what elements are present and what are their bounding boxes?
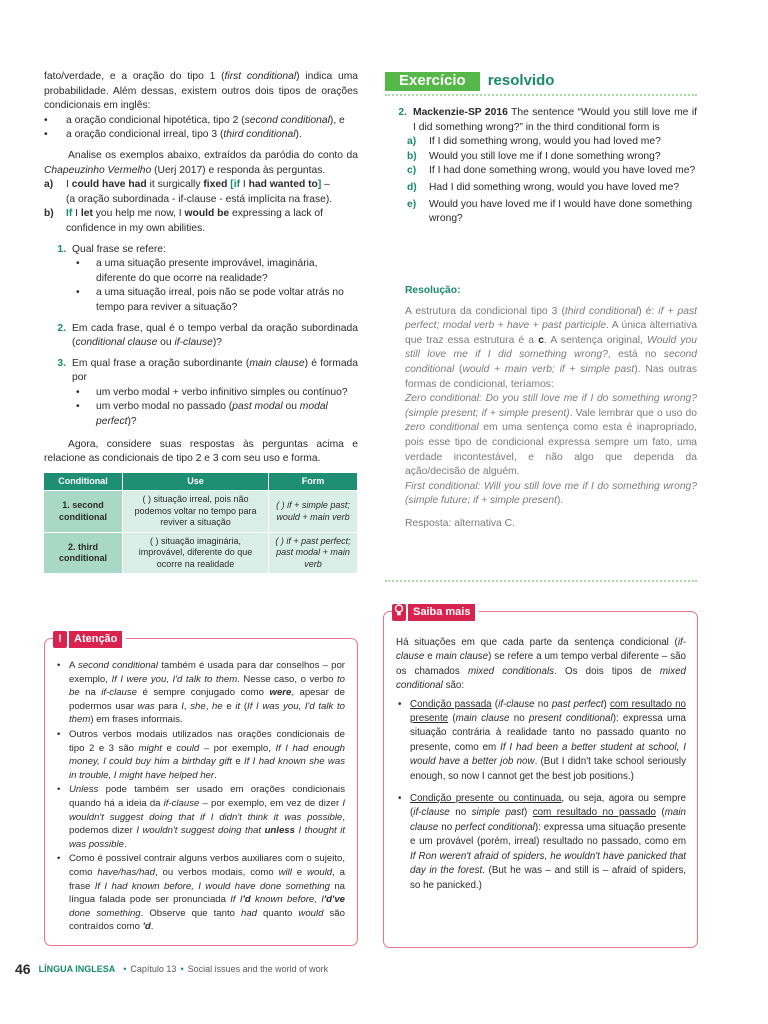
list-item: • a uma situação irreal, pois não se pode voltar atrás no tempo para reviver a situação? xyxy=(72,286,358,315)
example-a: a) I could have had it surgically fixed [if I had wanted to] – (a oração subordinada - if-clause - está implícita na frase). xyxy=(44,179,333,205)
saiba-mais-text: Há situações em que cada parte da sentença condicional (if-clause e main clause) se refere a um tempo verbal diferente – são os chamados mixed conditionals. Os dois tipos de mixed conditional são: • Condição passada (if-clause no past perfect) com resultado no presente (main clause no present conditional): expressa uma situação contrária à realidade tanto no passado quanto no presente, como em If I had been a better student at school, I would have a better job now. (But I didn't take school seriously enough, so now I cannot get the best job positions.) • Condição presente ou continuada, ou seja, agora ou sempre (if-clause no simple past) com resultado no passado (main clause no perfect conditional): expressa uma situação presente e um provável (porém, irreal) resultado no passado, como em If Ron weren't afraid of spiders, he wouldn't have panicked that day in the forest. (But he was – and still is – afraid of spiders, so he panicked.) xyxy=(396,636,686,901)
table-header: Form xyxy=(268,473,357,491)
intro-paragraph: fato/verdade, e a oração do tipo 1 (first conditional) indica uma probabilidade. Além dessas, existem outros dois tipos de orações condicionais em inglês: xyxy=(44,71,358,112)
left-column xyxy=(44,70,358,573)
table-row: 2. third conditional ( ) situação imaginária, improvável, diferente do que ocorre na realidade ( ) if + past perfect; past modal + main verb xyxy=(44,532,358,573)
intro-list xyxy=(44,114,358,143)
list-item: • Condição presente ou continuada, ou seja, agora ou sempre (if-clause no simple past) com resultado no passado (main clause no perfect conditional): expressa uma situação presente e um provável (porém, irreal) resultado no passado, como em If Ron weren't afraid of spiders, he wouldn't have panicked that day in the forest. (But he was – and still is – afraid of spiders, so he panicked.) xyxy=(396,792,686,893)
list-item: • um verbo modal no passado (past modal ou modal perfect)? xyxy=(72,400,358,429)
page-number: 46 xyxy=(15,961,31,977)
list-item: • Outros verbos modais utilizados nas orações condicionais de tipo 2 e 3 são might e could – por exemplo, If I had enough money, I could buy him a birthday gift e If I had known she was in trouble, I might have helped her. xyxy=(55,728,345,782)
saiba-mais-box xyxy=(383,606,698,948)
list-item: • Condição passada (if-clause no past perfect) com resultado no presente (main clause no present conditional): expressa uma situação contrária à realidade tanto no passado quanto no presente, como em If I had been a better student at school, I would have a better job now. (But I didn't take school seriously enough, so now I cannot get the best job positions.) xyxy=(396,698,686,784)
lightbulb-icon xyxy=(392,604,406,621)
divider xyxy=(385,580,697,582)
list-item: • Unless pode também ser usado em orações condicionais quando há a ideia da if-clause – por exemplo, em vez de dizer I wouldn't suggest doing that if I didn't think it was possible, podemos dizer I wouldn't suggest doing that unless I thought it was possible. xyxy=(55,783,345,851)
table-header: Conditional xyxy=(44,473,123,491)
question-1: 1. Qual frase se refere: • a uma situação presente improvável, imaginária, diferente do que ocorre na realidade? • a uma situação irreal, pois não se pode voltar atrás no tempo para reviver a situação? xyxy=(44,243,358,316)
atencao-text xyxy=(55,659,345,935)
option-a: a) If I did something wrong, would you had loved me? xyxy=(407,136,661,148)
atencao-box xyxy=(44,633,358,946)
list-item: • a oração condicional hipotética, tipo 2 (second conditional), e xyxy=(44,114,358,129)
outro-paragraph: Agora, considere suas respostas às perguntas acima e relacione as condicionais de tipo 2 e 3 com seu uso e forma. xyxy=(44,438,358,465)
list-item: • a uma situação presente improvável, imaginária, diferente do que ocorre na realidade? xyxy=(72,257,358,286)
list-item: • Como é possível contrair alguns verbos auxiliares com o sujeito, como have/has/had, ou verbos modais, como will e would, a frase If I had known before, I would have done something na língua falada pode ser pronunciada If I'd known before, I'd've done something. Observe que tanto had quanto would são contraídos como 'd. xyxy=(55,852,345,934)
exercise-question: 2. Mackenzie-SP 2016 The sentence “Would you still love me if I did something wrong?” in the third conditional form is a) If I did something wrong, would you had loved me? b) Would you still love me if I done something wrong? c) If I had done something wrong, would you have loved me? d) Had I did something wrong, would you have loved me? e) Would you have loved me if I would have done something wrong? xyxy=(385,106,697,227)
conditional-table xyxy=(44,473,358,574)
table-row: 1. second conditional ( ) situação irreal, pois não podemos voltar no tempo para reviver a situação ( ) if + simple past; would + main verb xyxy=(44,491,358,533)
option-b: b) Would you still love me if I done something wrong? xyxy=(407,150,661,162)
option-c: c) If I had done something wrong, would you have loved me? xyxy=(407,165,696,177)
table-header: Use xyxy=(123,473,269,491)
list-item: • a oração condicional irreal, tipo 3 (third conditional). xyxy=(44,128,358,143)
footer: 46 LÍNGUA INGLESA • Capítulo 13 • Social issues and the world of work xyxy=(15,961,329,977)
analysis-paragraph: Analise os exemplos abaixo, extraídos da paródia do conto da Chapeuzinho Vermelho (Uerj 2017) e responda às perguntas. xyxy=(44,149,358,176)
question-2: 2. Em cada frase, qual é o tempo verbal da oração subordinada (conditional clause ou if-clause)? xyxy=(57,322,358,349)
resolucao: Resolução: A estrutura da condicional tipo 3 (third conditional) é: if + past perfect; modal verb + have + past participle. A única alternativa que traz essa estrutura é a c. A sentença original, Would you still love me if I did something wrong?, está no second conditional (would + main verb; if + simple past). Nas outras formas de condicional, teríamos: Zero conditional: Do you still love me if I do something wrong? (simple present; if + simple present). Vale lembrar que o uso do zero conditional em uma sentença como esta é inapropriado, pois esse tipo de condicional expressa sempre um fato, uma verdade incontestável, e não algo que dependa da ação/decisão de alguém. First conditional: Will you still love me if I do something wrong? (simple future; if + simple present). Resposta: alternativa C. xyxy=(405,285,698,529)
option-d: d) Had I did something wrong, would you have loved me? xyxy=(407,181,680,193)
question-3: 3. Em qual frase a oração subordinante (main clause) é formada por • um verbo modal + verbo infinitivo simples ou contínuo? • um verbo modal no passado (past modal ou modal perfect)? xyxy=(44,357,358,430)
list-item: • A second conditional também é usada para dar conselhos – por exemplo, If I were you, I'd talk to them. Nesse caso, o verbo to be na if-clause é sempre conjugado como were, apesar de podermos usar was para I, she, he e it (If I was you, I'd talk to them) em frases informais. xyxy=(55,659,345,727)
example-b: b) If I let you help me now, I would be expressing a lack of confidence in my own abilities. xyxy=(44,208,324,234)
divider xyxy=(385,94,697,96)
exclamation-icon: ! xyxy=(53,631,67,648)
saiba-mais-badge: Saiba mais xyxy=(392,604,479,621)
option-e: e) Would you have loved me if I would have done something wrong? xyxy=(407,198,693,225)
atencao-badge: ! Atenção xyxy=(53,631,126,648)
list-item: • um verbo modal + verbo infinitivo simples ou contínuo? xyxy=(72,386,358,401)
exercicio-header: Exercício resolvido xyxy=(385,72,554,91)
